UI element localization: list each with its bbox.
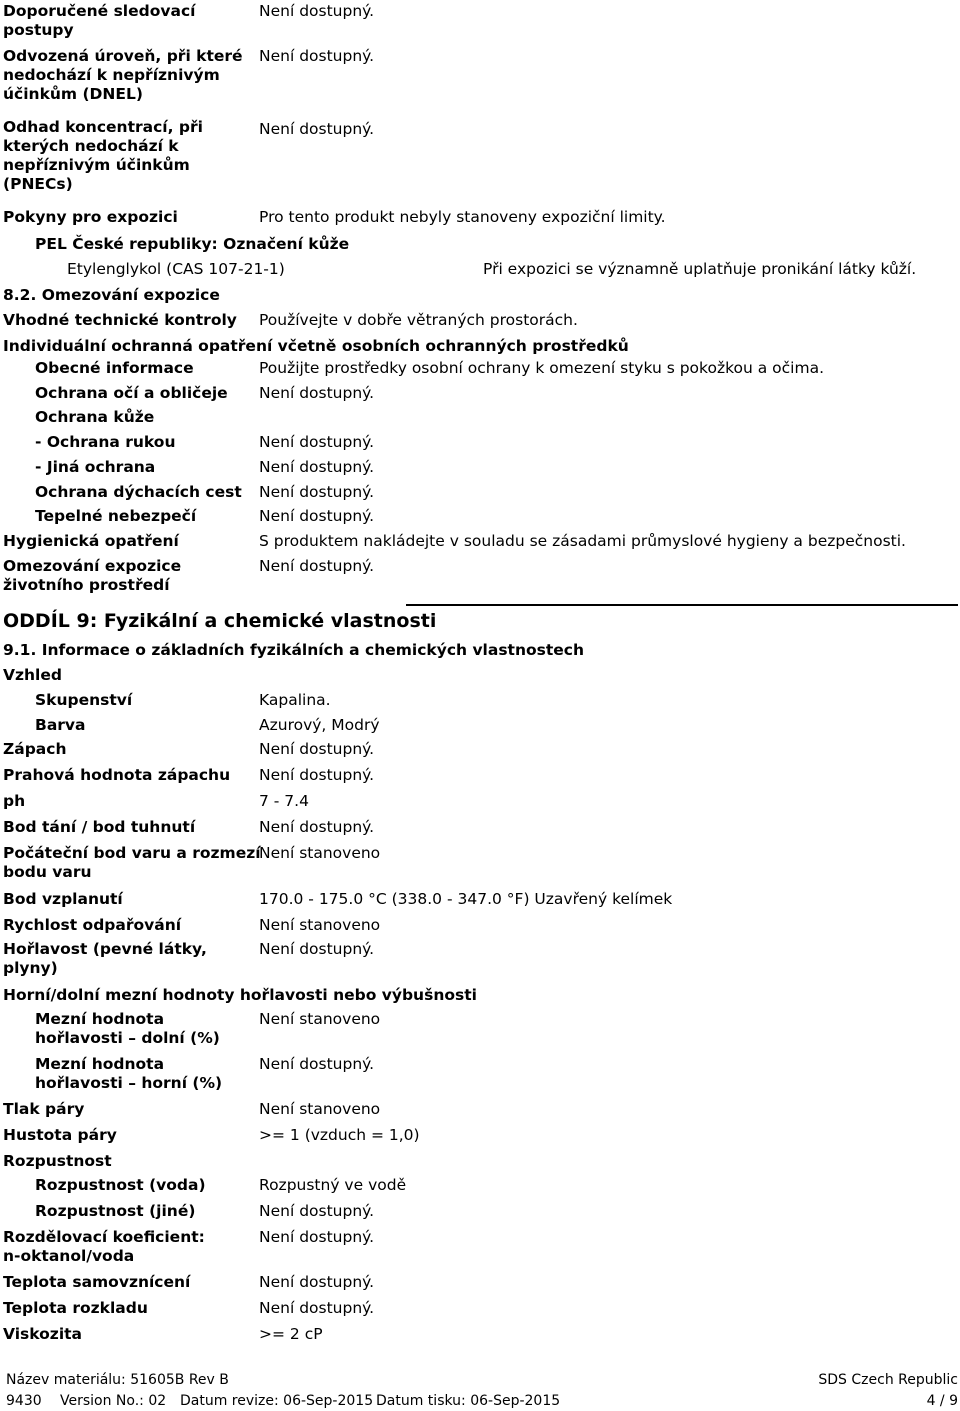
hustota-value: >= 1 (vzduch = 1,0): [259, 1126, 420, 1144]
dychacich-label: Ochrana dýchacích cest: [35, 483, 242, 501]
samovzniceni-label: Teplota samovznícení: [3, 1273, 191, 1291]
rozkladu-value: Není dostupný.: [259, 1299, 375, 1317]
obecne-label: Obecné informace: [35, 359, 194, 377]
hygienicka-label: Hygienická opatření: [3, 532, 179, 550]
odparovani-label: Rychlost odpařování: [3, 916, 182, 934]
tlak-value: Není stanoveno: [259, 1100, 381, 1118]
obecne-value: Použijte prostředky osobní ochrany k omezení styku s pokožkou a očima.: [259, 359, 825, 377]
jina-label: - Jiná ochrana: [35, 458, 156, 476]
viskozita-value: >= 2 cP: [259, 1325, 323, 1343]
tani-value: Není dostupný.: [259, 818, 375, 836]
prahova-value: Není dostupný.: [259, 766, 375, 784]
rozpustnost-label: Rozpustnost: [3, 1152, 112, 1170]
tlak-label: Tlak páry: [3, 1100, 85, 1118]
vzplanuti-value: 170.0 - 175.0 °C (338.0 - 347.0 °F) Uzavřený kelímek: [259, 890, 673, 908]
footer-version: Version No.: 02: [60, 1393, 167, 1409]
dolni-label: Mezní hodnota hořlavosti – dolní (%): [35, 1010, 220, 1047]
pel-heading: PEL České republiky: Označení kůže: [35, 235, 350, 253]
doporucene-label: Doporučené sledovací postupy: [3, 2, 196, 39]
samovzniceni-value: Není dostupný.: [259, 1273, 375, 1291]
meze-heading: Horní/dolní mezní hodnoty hořlavosti nebo výbušnosti: [3, 986, 477, 1004]
pnec-label: Odhad koncentrací, při kterých nedochází k nepříznivým účinkům (PNECs): [3, 118, 203, 193]
tepelne-value: Není dostupný.: [259, 507, 375, 525]
vhodne-label: Vhodné technické kontroly: [3, 311, 237, 329]
section-divider: [406, 604, 958, 606]
rozp-voda-value: Rozpustný ve vodě: [259, 1176, 407, 1194]
section-9-1-heading: 9.1. Informace o základních fyzikálních a chemických vlastnostech: [3, 641, 585, 659]
varu-label: Počáteční bod varu a rozmezí bodu varu: [3, 844, 261, 881]
omezovani-label: Omezování expozice životního prostředí: [3, 557, 182, 594]
hygienicka-value: S produktem nakládejte v souladu se zásadami průmyslové hygieny a bezpečnosti.: [259, 532, 906, 550]
barva-label: Barva: [35, 716, 86, 734]
footer-revize: Datum revize: 06-Sep-2015: [180, 1393, 374, 1409]
dnel-value: Není dostupný.: [259, 47, 375, 65]
ph-value: 7 - 7.4: [259, 792, 309, 810]
skupenstvi-label: Skupenství: [35, 691, 133, 709]
hustota-label: Hustota páry: [3, 1126, 117, 1144]
pel-note: Při expozici se významně uplatňuje pronikání látky kůží.: [483, 260, 917, 278]
odparovani-value: Není stanoveno: [259, 916, 381, 934]
horlavost-value: Není dostupný.: [259, 940, 375, 958]
rozkladu-label: Teplota rozkladu: [3, 1299, 148, 1317]
dychacich-value: Není dostupný.: [259, 483, 375, 501]
barva-value: Azurový, Modrý: [259, 716, 380, 734]
skupenstvi-value: Kapalina.: [259, 691, 331, 709]
viskozita-label: Viskozita: [3, 1325, 83, 1343]
page-number: 4 / 9: [926, 1393, 958, 1409]
oci-value: Není dostupný.: [259, 384, 375, 402]
horni-label: Mezní hodnota hořlavosti – horní (%): [35, 1055, 223, 1092]
section-8-2-heading: 8.2. Omezování expozice: [3, 286, 220, 304]
footer-region: SDS Czech Republic: [818, 1372, 958, 1388]
omezovani-value: Není dostupný.: [259, 557, 375, 575]
rukou-label: - Ochrana rukou: [35, 433, 176, 451]
pokyny-label: Pokyny pro expozici: [3, 208, 178, 226]
vzplanuti-label: Bod vzplanutí: [3, 890, 123, 908]
rozdelovaci-label: Rozdělovací koeficient: n-oktanol/voda: [3, 1228, 205, 1265]
zapach-value: Není dostupný.: [259, 740, 375, 758]
tepelne-label: Tepelné nebezpečí: [35, 507, 197, 525]
rozp-jine-value: Není dostupný.: [259, 1202, 375, 1220]
pel-substance: Etylenglykol (CAS 107-21-1): [67, 260, 285, 278]
rozdelovaci-value: Není dostupný.: [259, 1228, 375, 1246]
dolni-value: Není stanoveno: [259, 1010, 381, 1028]
footer-tisk: Datum tisku: 06-Sep-2015: [376, 1393, 561, 1409]
prahova-label: Prahová hodnota zápachu: [3, 766, 231, 784]
horlavost-label: Hořlavost (pevné látky, plyny): [3, 940, 207, 977]
individual-heading: Individuální ochranná opatření včetně osobních ochranných prostředků: [3, 337, 629, 355]
footer-material: Název materiálu: 51605B Rev B: [6, 1372, 229, 1388]
pokyny-value: Pro tento produkt nebyly stanoveny expoziční limity.: [259, 208, 666, 226]
horni-value: Není dostupný.: [259, 1055, 375, 1073]
jina-value: Není dostupný.: [259, 458, 375, 476]
rukou-value: Není dostupný.: [259, 433, 375, 451]
kuze-label: Ochrana kůže: [35, 408, 155, 426]
zapach-label: Zápach: [3, 740, 67, 758]
vhodne-value: Používejte v dobře větraných prostorách.: [259, 311, 578, 329]
section-9-heading: ODDÍL 9: Fyzikální a chemické vlastnosti: [3, 610, 437, 632]
tani-label: Bod tání / bod tuhnutí: [3, 818, 196, 836]
doporucene-value: Není dostupný.: [259, 2, 375, 20]
vzhled-label: Vzhled: [3, 666, 62, 684]
rozp-jine-label: Rozpustnost (jiné): [35, 1202, 196, 1220]
ph-label: ph: [3, 792, 26, 810]
varu-value: Není stanoveno: [259, 844, 381, 862]
footer-code: 9430: [6, 1393, 42, 1409]
rozp-voda-label: Rozpustnost (voda): [35, 1176, 206, 1194]
pnec-value: Není dostupný.: [259, 120, 375, 138]
oci-label: Ochrana očí a obličeje: [35, 384, 228, 402]
dnel-label: Odvozená úroveň, při které nedochází k nepříznivým účinkům (DNEL): [3, 47, 243, 103]
